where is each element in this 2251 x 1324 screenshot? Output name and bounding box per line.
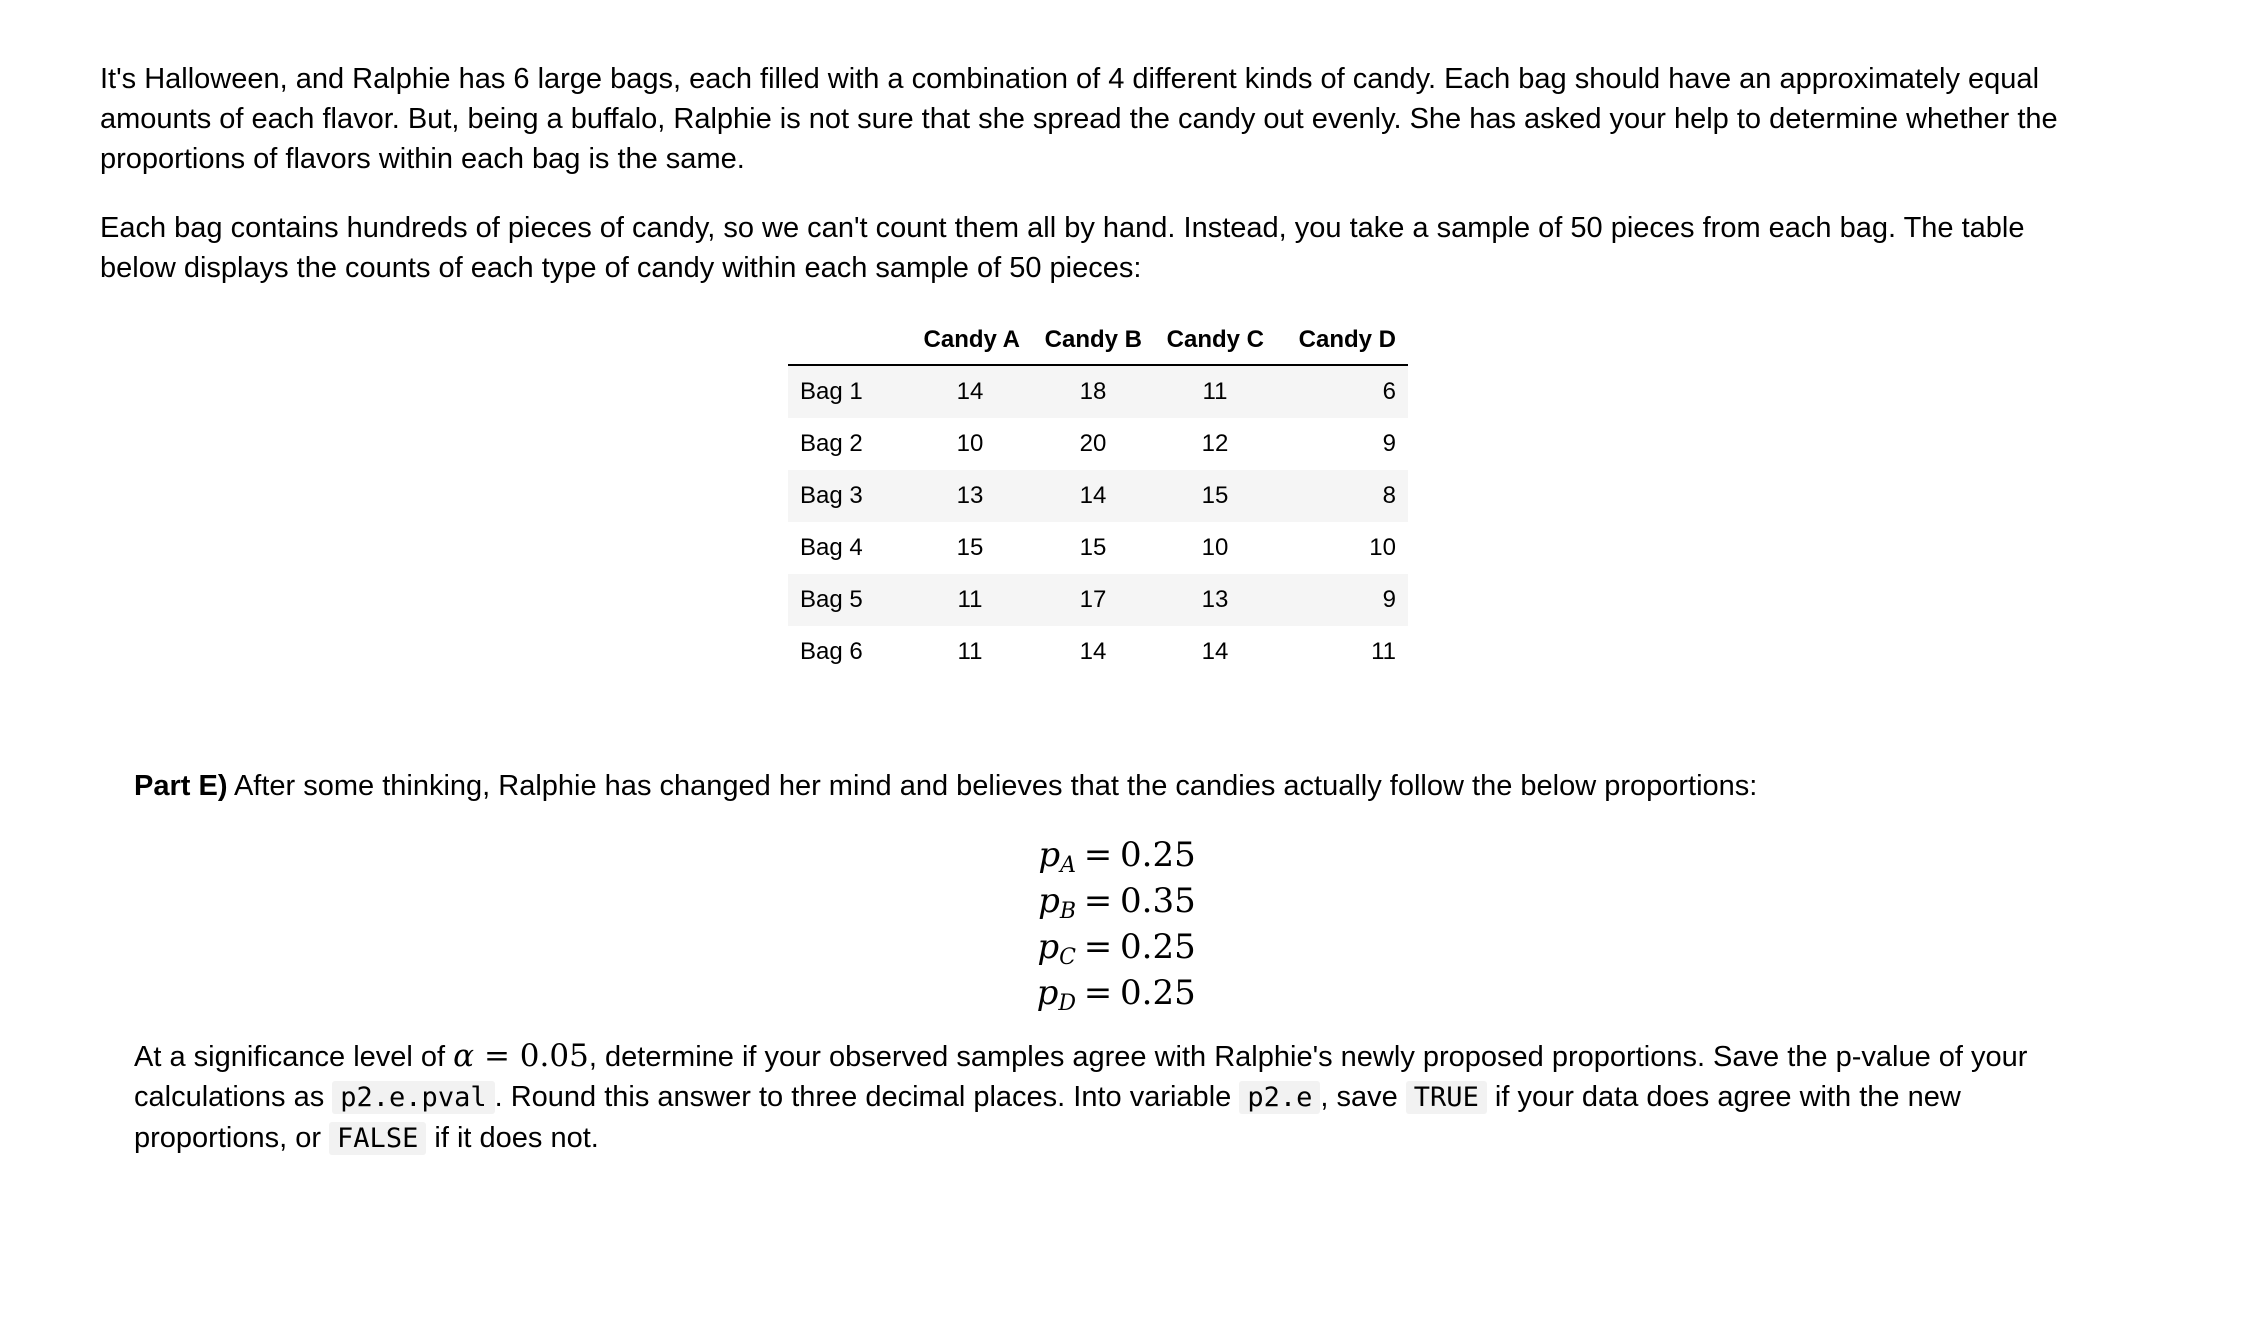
proportion-value: 0.25 [1120, 927, 1196, 967]
table-cell: 8 [1276, 470, 1408, 522]
question-text: if your data does agree with the new proportions, or [134, 1081, 1961, 1154]
row-label: Bag 4 [800, 534, 863, 561]
proportion-variable: $p_C$ [1037, 927, 1076, 970]
question-text: , determine if your observed samples agree with Ralphie's newly proposed proportions. Save the p-value of your calculations as [134, 1041, 2028, 1113]
row-label: Bag 2 [800, 430, 863, 457]
table-cell: 14 [1032, 470, 1154, 522]
row-label: Bag 1 [788, 365, 908, 418]
code-pval-variable: p2.e.pval [332, 1081, 494, 1114]
table-cell: 10 [956, 430, 984, 457]
table-row [788, 365, 1408, 418]
table-corner-cell [788, 316, 908, 365]
part-e-intro-text: After some thinking, Ralphie has changed her mind and believes that the candies actually follow the below proportions: [227, 770, 1758, 802]
table-cell: 20 [1079, 430, 1107, 457]
equals-sign: = [1083, 835, 1113, 875]
row-label: Bag 6 [800, 638, 863, 665]
proportion-row-b [1000, 878, 1196, 924]
table-cell: 15 [1079, 534, 1107, 561]
table-cell: 18 [1032, 365, 1154, 418]
table-cell: 14 [1201, 638, 1229, 665]
proportion-row-d [1000, 970, 1196, 1016]
proportion-variable: $p_A$ [1038, 835, 1076, 878]
table-cell: 11 [908, 574, 1032, 626]
table-cell: 15 [1154, 470, 1276, 522]
part-e-label: Part E) [134, 770, 228, 802]
table-cell: 11 [957, 638, 983, 665]
candy-counts-table [788, 316, 1408, 678]
table-cell: 11 [1371, 638, 1396, 665]
column-header-candy-b: Candy B [1032, 316, 1154, 365]
table-cell: 6 [1276, 365, 1408, 418]
equals-sign: = [1083, 881, 1113, 921]
code-false-literal: FALSE [329, 1122, 426, 1155]
proportion-variable: $p_D$ [1036, 973, 1076, 1016]
table-cell: 12 [1201, 430, 1229, 457]
part-e-intro [134, 766, 2094, 806]
proportion-value: 0.25 [1120, 835, 1196, 875]
proportion-variable: $p_B$ [1038, 881, 1076, 924]
table-cell: 17 [1032, 574, 1154, 626]
row-label: Bag 3 [788, 470, 908, 522]
code-answer-variable: p2.e [1239, 1081, 1320, 1114]
table-cell: 9 [1382, 430, 1396, 457]
table-row [788, 626, 1408, 678]
code-true-literal: TRUE [1406, 1081, 1487, 1114]
alpha-expression: α = 0.05 [453, 1038, 589, 1074]
equals-sign: = [1083, 973, 1113, 1013]
table-cell: 10 [1201, 534, 1229, 561]
table-cell: 11 [1154, 365, 1276, 418]
proportion-value: 0.35 [1120, 881, 1196, 921]
intro-paragraph-2: Each bag contains hundreds of pieces of candy, so we can't count them all by hand. Instead, you take a sample of 50 pieces from each bag. The table below displays the counts of each type of candy within each sample of 50 pieces: [100, 212, 2025, 284]
table-cell: 15 [956, 534, 984, 561]
proportion-row-a [1000, 832, 1196, 878]
proportion-value: 0.25 [1120, 973, 1196, 1013]
row-label: Bag 5 [788, 574, 908, 626]
table-row [788, 470, 1408, 522]
table-row [788, 418, 1408, 470]
table-header-row [788, 316, 1408, 365]
table-cell: 10 [1369, 534, 1396, 561]
table-row [788, 574, 1408, 626]
question-text: , save [1320, 1081, 1406, 1113]
intro-paragraph-1: It's Halloween, and Ralphie has 6 large bags, each filled with a combination of 4 different kinds of candy. Each bag should have an approximately equal amounts of each flavor. But, being a buffalo, Ralphie is not sure that she spread the candy out evenly. She has asked your help to determine whether the proportions of flavors within each bag is the same. [100, 63, 2058, 175]
proportions-equations [1000, 832, 1196, 1016]
table-cell: 13 [1154, 574, 1276, 626]
proportion-row-c [1000, 924, 1196, 970]
column-header-candy-a: Candy A [908, 316, 1032, 365]
equals-sign: = [1083, 927, 1113, 967]
table-cell: 14 [1079, 638, 1107, 665]
table-row [788, 522, 1408, 574]
table-cell: 14 [908, 365, 1032, 418]
column-header-candy-d: Candy D [1276, 316, 1408, 365]
part-e-question [134, 1036, 2094, 1159]
column-header-candy-c: Candy C [1154, 316, 1276, 365]
question-text: . Round this answer to three decimal places. Into variable [494, 1081, 1240, 1113]
table-cell: 9 [1276, 574, 1408, 626]
question-text: At a significance level of [134, 1041, 454, 1073]
table-cell: 13 [908, 470, 1032, 522]
question-text: if it does not. [426, 1122, 599, 1154]
